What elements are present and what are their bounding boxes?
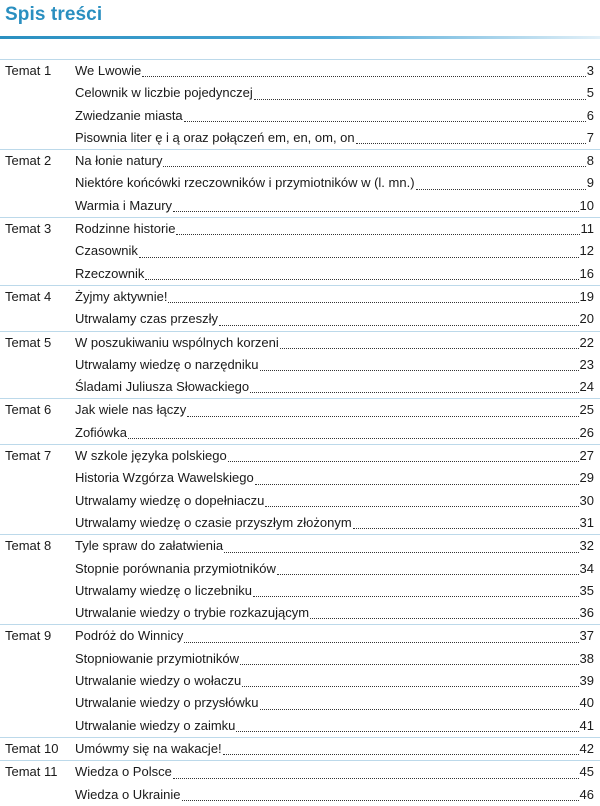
toc-page-number: 30 <box>579 492 594 508</box>
toc-entry-title[interactable]: Utrwalamy wiedzę o liczebniku <box>75 582 253 598</box>
toc-entry-title[interactable]: Rodzinne historie <box>75 221 176 237</box>
page-title: Spis treści <box>5 4 103 25</box>
toc-entry-line <box>75 354 594 376</box>
dot-leader <box>176 233 579 235</box>
toc-entry[interactable] <box>0 331 600 354</box>
toc-entry-title[interactable]: Utrwalanie wiedzy o wołaczu <box>75 673 242 689</box>
toc-entry-title[interactable]: Utrwalamy wiedzę o dopełniaczu <box>75 492 265 508</box>
toc-entry[interactable] <box>0 263 600 285</box>
dot-leader <box>265 505 578 507</box>
toc-entry-line <box>75 490 594 512</box>
toc-entry-title[interactable]: Jak wiele nas łączy <box>75 402 187 418</box>
toc-page-number: 31 <box>579 514 594 530</box>
dot-leader <box>260 708 579 710</box>
toc-entry-title[interactable]: We Lwowie <box>75 63 142 78</box>
toc-entry-line <box>75 150 594 172</box>
toc-page-number: 22 <box>579 334 594 350</box>
toc-entry-line <box>75 512 594 534</box>
dot-leader <box>280 347 579 349</box>
toc-entry[interactable] <box>0 398 600 421</box>
toc-entry-line <box>75 445 594 467</box>
toc-entry-line <box>75 602 594 624</box>
dot-leader <box>128 437 579 439</box>
toc-entry-title[interactable]: Zwiedzanie miasta <box>75 107 183 123</box>
toc-page-number: 3 <box>586 63 594 78</box>
dot-leader <box>250 391 578 393</box>
toc-topic-label: Temat 7 <box>5 448 52 464</box>
page-header <box>0 0 600 40</box>
toc-entry[interactable] <box>0 737 600 760</box>
toc-entry-line <box>75 172 594 194</box>
toc-entry-title[interactable]: Zofiówka <box>75 424 128 440</box>
toc-entry-line <box>75 422 594 444</box>
dot-leader <box>163 165 585 167</box>
toc-entry[interactable] <box>0 558 600 580</box>
dot-leader <box>168 301 578 303</box>
toc-page-number: 29 <box>579 470 594 486</box>
toc-page-number: 42 <box>579 740 594 756</box>
toc-entry[interactable] <box>0 105 600 127</box>
toc-entry[interactable] <box>0 467 600 489</box>
dot-leader <box>142 75 586 77</box>
toc-page-number: 12 <box>579 243 594 259</box>
toc-entry-line <box>75 558 594 580</box>
toc-entry[interactable] <box>0 285 600 308</box>
dot-leader <box>145 278 578 280</box>
toc-entry-line <box>75 127 594 149</box>
toc-entry[interactable] <box>0 195 600 217</box>
toc-entry[interactable] <box>0 354 600 376</box>
toc-entry[interactable] <box>0 760 600 783</box>
toc-page-number: 38 <box>579 650 594 666</box>
toc-page-number: 37 <box>579 628 594 644</box>
dot-leader <box>173 210 579 212</box>
toc-topic-label: Temat 8 <box>5 538 52 554</box>
toc-entry-line <box>75 761 594 783</box>
toc-entry-line <box>75 332 594 354</box>
toc-entry-title[interactable]: Tyle spraw do załatwienia <box>75 538 224 554</box>
toc-page-number: 41 <box>579 717 594 733</box>
toc-entry[interactable] <box>0 602 600 624</box>
toc-entry[interactable] <box>0 444 600 467</box>
toc-entry-title[interactable]: Utrwalanie wiedzy o trybie rozkazującym <box>75 605 310 621</box>
dot-leader <box>187 415 578 417</box>
toc-entry[interactable] <box>0 127 600 149</box>
toc-entry-title[interactable]: Czasownik <box>75 243 138 259</box>
dot-leader <box>416 188 586 190</box>
dot-leader <box>184 641 578 643</box>
toc-entry-title[interactable]: W szkole języka polskiego <box>75 448 227 464</box>
toc-entry[interactable] <box>0 149 600 172</box>
toc-entry-line <box>75 195 594 217</box>
header-divider <box>0 36 600 39</box>
toc-entry-title[interactable]: Historia Wzgórza Wawelskiego <box>75 470 254 486</box>
toc-entry[interactable] <box>0 670 600 692</box>
toc-entry-title[interactable]: Celownik w liczbie pojedynczej <box>75 85 253 101</box>
toc-entry-line <box>75 286 594 308</box>
toc-entry-title[interactable]: Utrwalamy wiedzę o czasie przyszłym złożonym <box>75 514 352 530</box>
toc-page-number: 5 <box>586 85 594 101</box>
dot-leader <box>254 98 586 100</box>
toc-entry-line <box>75 60 594 82</box>
dot-leader <box>240 663 579 665</box>
toc-entry-title[interactable]: Podróż do Winnicy <box>75 628 184 644</box>
dot-leader <box>255 483 579 485</box>
dot-leader <box>260 369 579 371</box>
dot-leader <box>223 753 579 755</box>
toc-page-number: 46 <box>579 786 594 802</box>
toc-entry-line <box>75 399 594 421</box>
dot-leader <box>184 120 586 122</box>
toc-page-number: 23 <box>579 356 594 372</box>
toc-entry-title[interactable]: Utrwalamy wiedzę o narzędniku <box>75 356 259 372</box>
toc-topic-label: Temat 6 <box>5 402 52 418</box>
toc-page-number: 16 <box>579 265 594 281</box>
toc-entry-line <box>75 625 594 647</box>
toc-entry-line <box>75 240 594 262</box>
toc-page-number: 45 <box>579 764 594 780</box>
toc-page-number: 7 <box>586 129 594 145</box>
toc-page-number: 25 <box>579 402 594 418</box>
toc-entry-line <box>75 715 594 737</box>
toc-page-number: 34 <box>579 560 594 576</box>
toc-topic-label: Temat 3 <box>5 221 52 237</box>
table-of-contents <box>0 59 600 806</box>
toc-page-number: 9 <box>586 175 594 191</box>
toc-entry[interactable] <box>0 692 600 714</box>
toc-page-number: 40 <box>579 695 594 711</box>
toc-entry-line <box>75 263 594 285</box>
toc-entry-line <box>75 670 594 692</box>
toc-topic-label: Temat 11 <box>5 764 58 780</box>
toc-entry[interactable] <box>0 534 600 557</box>
toc-page-number: 24 <box>579 379 594 395</box>
toc-entry[interactable] <box>0 512 600 534</box>
toc-entry-line <box>75 535 594 557</box>
toc-entry-line <box>75 580 594 602</box>
dot-leader <box>139 256 579 258</box>
toc-page-number: 20 <box>579 311 594 327</box>
toc-page-number: 6 <box>586 107 594 123</box>
toc-entry[interactable] <box>0 580 600 602</box>
toc-entry-line <box>75 648 594 670</box>
toc-entry[interactable] <box>0 308 600 330</box>
toc-entry-title[interactable]: Wiedza o Polsce <box>75 764 172 780</box>
toc-entry-line <box>75 218 594 240</box>
dot-leader <box>228 460 579 462</box>
toc-entry[interactable] <box>0 217 600 240</box>
toc-entry-title[interactable]: Umówmy się na wakacje! <box>75 740 222 756</box>
toc-entry-title[interactable]: Stopnie porównania przymiotników <box>75 560 276 576</box>
toc-page-number: 32 <box>579 538 594 554</box>
dot-leader <box>224 551 578 553</box>
toc-entry-title[interactable]: Rzeczownik <box>75 265 145 281</box>
toc-entry-line <box>75 784 594 806</box>
toc-entry[interactable] <box>0 172 600 194</box>
dot-leader <box>277 573 579 575</box>
toc-page-number: 26 <box>579 424 594 440</box>
toc-entry-title[interactable]: Stopniowanie przymiotników <box>75 650 240 666</box>
toc-page-number: 35 <box>579 582 594 598</box>
toc-entry-line <box>75 308 594 330</box>
toc-entry-title[interactable]: Utrwalanie wiedzy o przysłówku <box>75 695 259 711</box>
toc-topic-label: Temat 9 <box>5 628 52 644</box>
dot-leader <box>219 324 579 326</box>
toc-entry[interactable] <box>0 624 600 647</box>
toc-entry-line <box>75 467 594 489</box>
toc-entry-title[interactable]: Śladami Juliusza Słowackiego <box>75 379 250 395</box>
toc-entry-title[interactable]: W poszukiwaniu wspólnych korzeni <box>75 334 279 350</box>
toc-topic-label: Temat 5 <box>5 334 52 350</box>
toc-page-number: 19 <box>579 288 594 304</box>
dot-leader <box>356 142 586 144</box>
toc-entry[interactable] <box>0 490 600 512</box>
toc-entry-line <box>75 692 594 714</box>
toc-entry[interactable] <box>0 376 600 398</box>
dot-leader <box>353 527 579 529</box>
toc-entry-title[interactable]: Utrwalanie wiedzy o zaimku <box>75 717 236 733</box>
toc-entry-line <box>75 105 594 127</box>
dot-leader <box>242 685 578 687</box>
toc-page-number: 39 <box>579 673 594 689</box>
toc-entry[interactable] <box>0 784 600 806</box>
toc-topic-label: Temat 1 <box>5 63 52 78</box>
toc-page-number: 36 <box>579 605 594 621</box>
toc-entry-title[interactable]: Żyjmy aktywnie! <box>75 288 168 304</box>
toc-entry[interactable] <box>0 715 600 737</box>
toc-entry-title[interactable]: Na łonie natury <box>75 153 163 169</box>
toc-entry-title[interactable]: Niektóre końcówki rzeczowników i przymiotników w (l. mn.) <box>75 175 415 191</box>
toc-page-number: 10 <box>579 197 594 213</box>
dot-leader <box>310 617 578 619</box>
toc-topic-label: Temat 4 <box>5 288 52 304</box>
toc-entry-line <box>75 82 594 104</box>
dot-leader <box>253 595 579 597</box>
toc-entry[interactable] <box>0 59 600 82</box>
toc-entry[interactable] <box>0 82 600 104</box>
toc-entry-line <box>75 376 594 398</box>
toc-entry-title[interactable]: Warmia i Mazury <box>75 197 173 213</box>
toc-topic-label: Temat 2 <box>5 153 52 169</box>
toc-page-number: 27 <box>579 448 594 464</box>
toc-topic-label: Temat 10 <box>5 740 59 756</box>
toc-entry-title[interactable]: Wiedza o Ukrainie <box>75 786 181 802</box>
toc-entry-title[interactable]: Utrwalamy czas przeszły <box>75 311 219 327</box>
toc-page-number: 8 <box>586 153 594 169</box>
toc-entry-title[interactable]: Pisownia liter ę i ą oraz połączeń em, en, om, on <box>75 129 355 145</box>
toc-entry-line <box>75 738 594 760</box>
dot-leader <box>173 777 579 779</box>
toc-page-number: 11 <box>580 221 594 237</box>
dot-leader <box>236 730 578 732</box>
toc-entry[interactable] <box>0 240 600 262</box>
toc-entry[interactable] <box>0 648 600 670</box>
toc-entry[interactable] <box>0 422 600 444</box>
